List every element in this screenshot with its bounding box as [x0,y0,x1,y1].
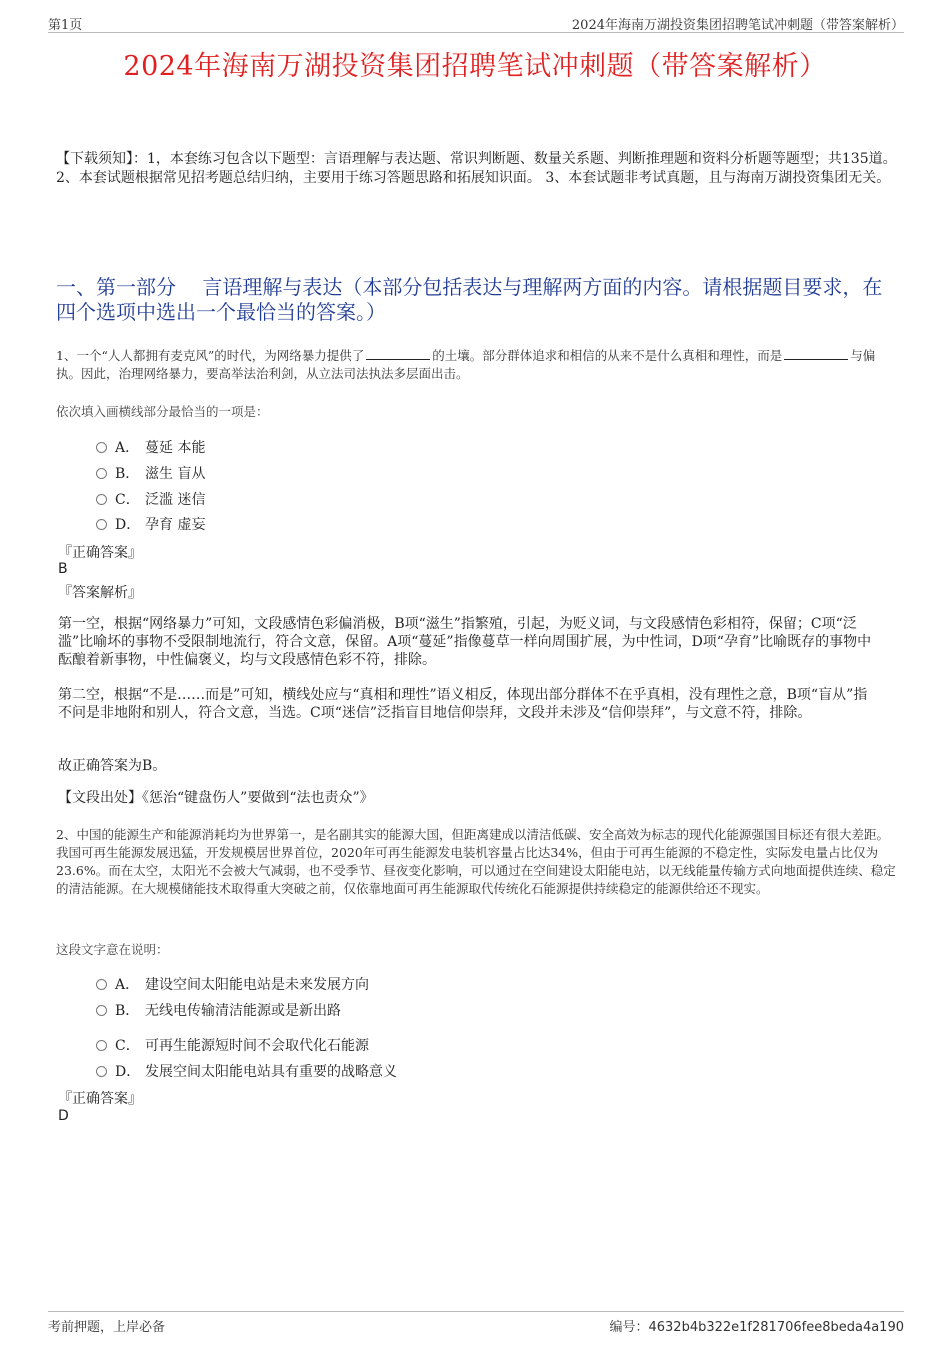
question-1-text-part: 1、一个“人人都拥有麦克风”的时代，为网络暴力提供了 [56,348,365,363]
question-2-prompt: 这段文字意在说明： [56,942,169,957]
q2-option-b[interactable] [96,1000,341,1020]
question-2-text: 2、中国的能源生产和能源消耗均为世界第一，是名副其实的能源大国，但距离建成以清洁低碳、安全高效为标志的现代化能源强国目标还有很大差距。我国可再生能源发展迅猛，开发规模居世界首位，2020年可再生能源发电装机容量占比达34%，但由于可再生能源的不稳定性，实际发电量占比仅为23.6%。而在太空，太阳光不会被大气减弱，也不受季节、昼夜变化影响，可以通过在空间建设太阳能电站，以无线能量传输方式向地面提供连续、稳定的清洁能源。在大规模储能技术取得重大突破之前，仅依靠地面可再生能源取代传统化石能源提供持续稳定的能源供给还不现实。 [56,827,896,896]
radio-icon[interactable] [96,1040,107,1051]
question-1-prompt: 依次填入画横线部分最恰当的一项是： [56,404,269,419]
option-text: 无线电传输清洁能源或是新出路 [145,1003,341,1019]
radio-icon[interactable] [96,979,107,990]
fill-blank [366,347,430,360]
q1-option-a[interactable] [96,437,205,457]
question-1-text-part: 的土壤。部分群体追求和相信的从来不是什么真相和理性，而是 [432,348,783,363]
page-footer [48,1311,904,1336]
option-text: 蔓延 本能 [145,440,206,456]
radio-icon[interactable] [96,519,107,530]
q2-answer: D [58,1108,69,1124]
q1-conclusion: 故正确答案为B。 [58,758,167,774]
option-text: 滋生 盲从 [145,466,206,482]
q1-option-d[interactable] [96,514,205,534]
question-1-text-part: 与偏执。因此，治理网络暴力，要高举法治利剑，从立法司法执法多层面出击。 [56,348,876,381]
option-text: 建设空间太阳能电站是未来发展方向 [145,977,369,993]
footer-code-value: 4632b4b322e1f281706fee8beda4a190 [648,1320,904,1335]
option-letter: D． [115,1064,141,1080]
page-number: 第1页 [48,18,83,33]
option-letter: D． [115,517,141,533]
option-text: 可再生能源短时间不会取代化石能源 [145,1038,369,1054]
q1-answer-label: 『正确答案』 [58,545,142,561]
q1-analysis-1: 第一空，根据“网络暴力”可知，文段感情色彩偏消极，B项“滋生”指繁殖，引起，为贬义词，与文段感情色彩相符，保留；C项“泛滥”比喻坏的事物不受限制地流行，符合文意，保留。A项“蔓延”指像蔓草一样向周围扩展，为中性词，D项“孕育”比喻既存的事物中酝酿着新事物，中性偏褒义，均与文段感情色彩不符，排除。 [58,616,872,668]
fill-blank [784,347,848,360]
q1-option-b[interactable] [96,463,205,483]
footer-slogan: 考前押题，上岸必备 [48,1320,166,1335]
document-title: 2024年海南万湖投资集团招聘笔试冲刺题（带答案解析） [123,51,827,82]
header-doc-title: 2024年海南万湖投资集团招聘笔试冲刺题（带答案解析） [571,18,904,33]
option-letter: B． [115,466,140,482]
radio-icon[interactable] [96,468,107,479]
footer-code [609,1316,904,1335]
q1-source: 【文段出处】《惩治“键盘伤人”要做到“法也责众”》 [58,790,374,806]
option-letter: C． [115,492,140,508]
q2-option-d[interactable] [96,1061,397,1081]
download-notice: 【下载须知】：1，本套练习包含以下题型：言语理解与表达题、常识判断题、数量关系题、判断推理题和资料分析题等题型；共135道。 2、本套试题根据常见招考题总结归纳，主要用于练习答题思路和拓展知识面。 3、本套试题非考试真题，且与海南万湖投资集团无关。 [56,151,897,186]
q1-option-c[interactable] [96,489,205,509]
option-text: 发展空间太阳能电站具有重要的战略意义 [145,1064,397,1080]
option-letter: A． [115,977,140,993]
q2-answer-label: 『正确答案』 [58,1091,142,1107]
option-letter: A． [115,440,140,456]
radio-icon[interactable] [96,1005,107,1016]
footer-code-label: 编号： [609,1320,649,1335]
radio-icon[interactable] [96,1066,107,1077]
q1-analysis-2: 第二空，根据“不是……而是”可知，横线处应与“真相和理性”语义相反，体现出部分群体不在乎真相，没有理性之意，B项“盲从”指不问是非地附和别人，符合文意，当选。C项“迷信”泛指盲目地信仰崇拜，文段并未涉及“信仰崇拜”，与文意不符，排除。 [58,687,868,721]
section-heading: 一、第一部分 言语理解与表达（本部分包括表达与理解两方面的内容。请根据题目要求，在四个选项中选出一个最恰当的答案。） [56,275,883,324]
option-text: 孕育 虚妄 [145,517,206,533]
option-text: 泛滥 迷信 [145,492,206,508]
q2-option-c[interactable] [96,1035,369,1055]
option-letter: B． [115,1003,140,1019]
q1-answer: B [58,561,68,577]
radio-icon[interactable] [96,494,107,505]
option-letter: C． [115,1038,140,1054]
radio-icon[interactable] [96,442,107,453]
q1-analysis-label: 『答案解析』 [58,585,142,601]
question-1-text [56,347,898,383]
page-header [48,12,904,33]
q2-option-a[interactable] [96,974,369,994]
